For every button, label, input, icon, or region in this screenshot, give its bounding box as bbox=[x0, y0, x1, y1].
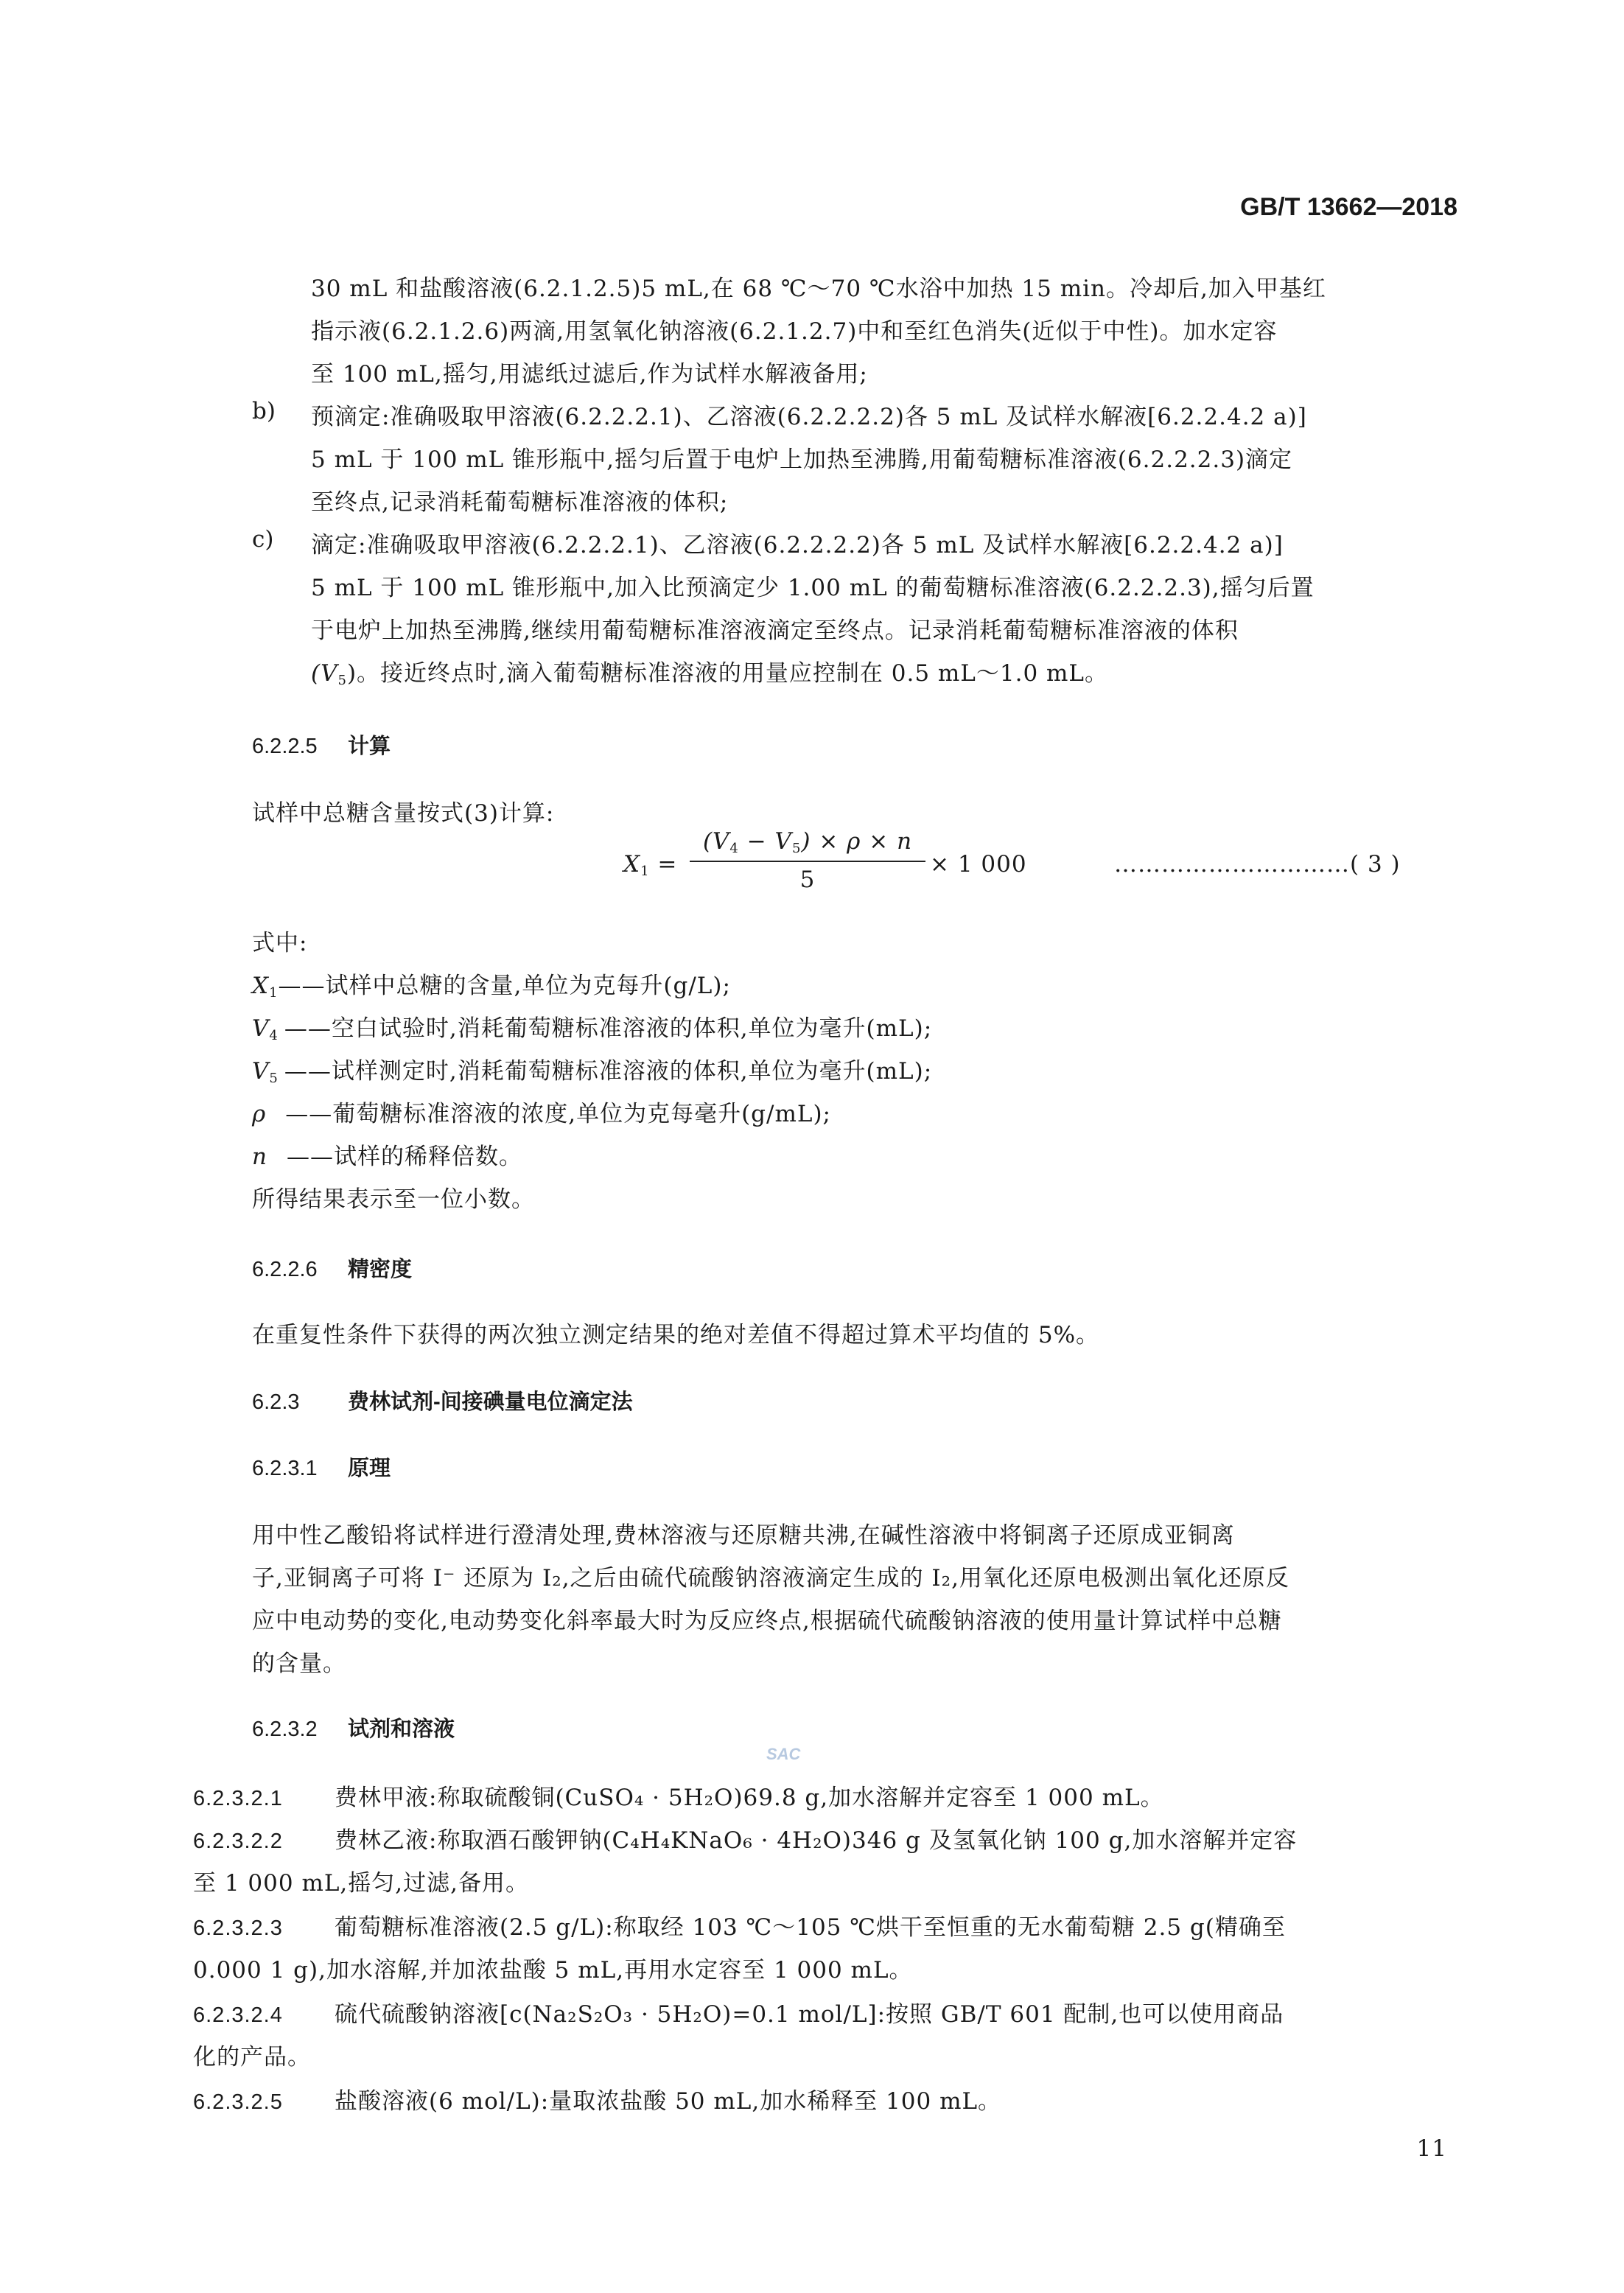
formula-lhs: $X_1$ = bbox=[623, 851, 678, 879]
text-line: 所得结果表示至一位小数。 bbox=[252, 1186, 535, 1213]
clause: 6.2.3.2.1 费林甲液:称取硫酸铜(CuSO₄ · 5H₂O)69.8 g,加水溶解并定容至 1 000 mL。 bbox=[193, 1785, 1164, 1811]
text-line: 5 mL 于 100 mL 锥形瓶中,加入比预滴定少 1.00 mL 的葡萄糖标准溶液(6.2.2.2.3),摇匀后置 bbox=[311, 575, 1315, 601]
clause: 6.2.3.2.3 葡萄糖标准溶液(2.5 g/L):称取经 103 ℃～105 ℃烘干至恒重的无水葡萄糖 2.5 g(精确至 bbox=[193, 1914, 1286, 1941]
section-heading: 6.2.3.2 试剂和溶液 bbox=[252, 1718, 455, 1741]
text-line: 预滴定:准确吸取甲溶液(6.2.2.2.1)、乙溶液(6.2.2.2.2)各 5 mL 及试样水解液[6.2.2.4.2 a)] bbox=[311, 404, 1307, 430]
equation-number: …………………………( 3 ) bbox=[1114, 851, 1401, 878]
text-line: 5 mL 于 100 mL 锥形瓶中,摇匀后置于电炉上加热至沸腾,用葡萄糖标准溶液(6.2.2.2.3)滴定 bbox=[311, 447, 1293, 473]
text-line: 滴定:准确吸取甲溶液(6.2.2.2.1)、乙溶液(6.2.2.2.2)各 5 mL 及试样水解液[6.2.2.4.2 a)] bbox=[311, 532, 1284, 559]
text-line: 于电炉上加热至沸腾,继续用葡萄糖标准溶液滴定至终点。记录消耗葡萄糖标准溶液的体积 bbox=[311, 617, 1239, 644]
text-line: 子,亚铜离子可将 I⁻ 还原为 I₂,之后由硫代硫酸钠溶液滴定生成的 I₂,用氧化还原电极测出氧化还原反 bbox=[252, 1565, 1289, 1592]
page-number: 11 bbox=[1416, 2135, 1447, 2162]
section-heading: 6.2.3 费林试剂-间接碘量电位滴定法 bbox=[252, 1390, 633, 1414]
standard-number: GB/T 13662—2018 bbox=[1240, 193, 1457, 221]
list-label: c) bbox=[252, 526, 274, 553]
text-line: 化的产品。 bbox=[193, 2044, 311, 2070]
variable-definition: n ——试样的稀释倍数。 bbox=[252, 1144, 522, 1170]
text-line: 在重复性条件下获得的两次独立测定结果的绝对差值不得超过算术平均值的 5%。 bbox=[252, 1322, 1100, 1348]
section-heading: 6.2.2.5 计算 bbox=[252, 735, 391, 758]
variable-definition: ρ ——葡萄糖标准溶液的浓度,单位为克每毫升(g/mL); bbox=[252, 1101, 831, 1127]
text-line: 至终点,记录消耗葡萄糖标准溶液的体积; bbox=[311, 489, 729, 516]
variable-definition: $V_4$ ——空白试验时,消耗葡萄糖标准溶液的体积,单位为毫升(mL); bbox=[252, 1015, 933, 1043]
list-label: b) bbox=[252, 398, 276, 424]
text-line: $(V_5)$。接近终点时,滴入葡萄糖标准溶液的用量应控制在 0.5 mL～1.0 mL。 bbox=[311, 660, 1109, 688]
text-line: 用中性乙酸铅将试样进行澄清处理,费林溶液与还原糖共沸,在碱性溶液中将铜离子还原成亚铜离 bbox=[252, 1522, 1235, 1549]
text-line: 0.000 1 g),加水溶解,并加浓盐酸 5 mL,再用水定容至 1 000 mL。 bbox=[193, 1957, 913, 1984]
formula-fraction: $(V_4 - V_5) \times \rho \times n$ 5 bbox=[690, 828, 925, 893]
section-heading: 6.2.2.6 精密度 bbox=[252, 1258, 413, 1281]
variable-definition: $V_5$ ——试样测定时,消耗葡萄糖标准溶液的体积,单位为毫升(mL); bbox=[252, 1058, 933, 1086]
text-line: 至 100 mL,摇匀,用滤纸过滤后,作为试样水解液备用; bbox=[311, 361, 868, 388]
watermark-logo: SAC bbox=[766, 1745, 801, 1763]
clause: 6.2.3.2.4 硫代硫酸钠溶液[c(Na₂S₂O₃ · 5H₂O)=0.1 mol/L]:按照 GB/T 601 配制,也可以使用商品 bbox=[193, 2001, 1284, 2028]
variable-definition: $X_1——$试样中总糖的含量,单位为克每升(g/L); bbox=[252, 973, 731, 1001]
text-line: 至 1 000 mL,摇匀,过滤,备用。 bbox=[193, 1870, 529, 1897]
formula-multiplier: × 1 000 bbox=[930, 851, 1027, 878]
section-heading: 6.2.3.1 原理 bbox=[252, 1457, 391, 1480]
clause: 6.2.3.2.5 盐酸溶液(6 mol/L):量取浓盐酸 50 mL,加水稀释至 100 mL。 bbox=[193, 2088, 1002, 2115]
text-line: 的含量。 bbox=[252, 1650, 346, 1677]
text-line: 式中: bbox=[252, 930, 308, 956]
text-line: 指示液(6.2.1.2.6)两滴,用氢氧化钠溶液(6.2.1.2.7)中和至红色消失(近似于中性)。加水定容 bbox=[311, 318, 1278, 345]
clause: 6.2.3.2.2 费林乙液:称取酒石酸钾钠(C₄H₄KNaO₆ · 4H₂O)346 g 及氢氧化钠 100 g,加水溶解并定容 bbox=[193, 1827, 1298, 1854]
text-line: 应中电动势的变化,电动势变化斜率最大时为反应终点,根据硫代硫酸钠溶液的使用量计算试样中总糖 bbox=[252, 1608, 1282, 1634]
text-line: 30 mL 和盐酸溶液(6.2.1.2.5)5 mL,在 68 ℃～70 ℃水浴中加热 15 min。冷却后,加入甲基红 bbox=[311, 276, 1326, 302]
text-line: 试样中总糖含量按式(3)计算: bbox=[252, 800, 555, 827]
